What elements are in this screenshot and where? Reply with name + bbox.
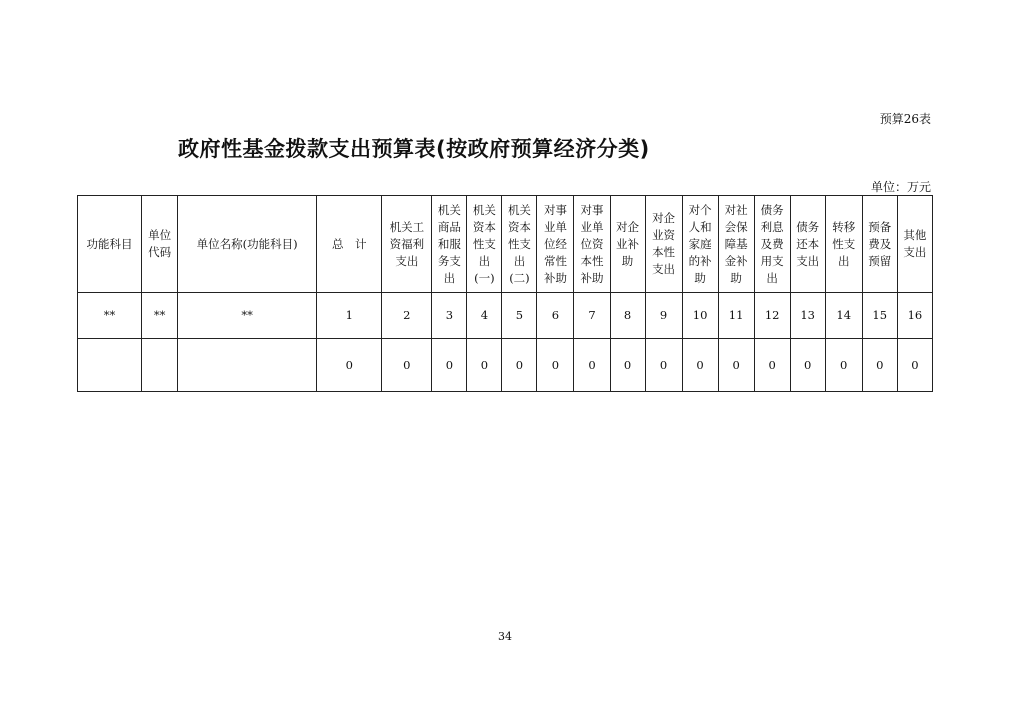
table-cell: 15 — [862, 293, 897, 339]
table-cell: 3 — [432, 293, 467, 339]
table-cell: 11 — [718, 293, 754, 339]
form-code: 预算26表 — [879, 112, 931, 126]
table-cell: 2 — [382, 293, 432, 339]
page-number: 34 — [498, 630, 512, 643]
table-cell: 0 — [537, 339, 574, 392]
table-cell: 7 — [574, 293, 610, 339]
table-cell: 0 — [790, 339, 825, 392]
table-cell — [78, 339, 142, 392]
table-cell: 0 — [467, 339, 502, 392]
table-cell: 0 — [574, 339, 610, 392]
col-header: 机关 资本 性支 出 (二) — [502, 196, 537, 293]
table-cell: ** — [178, 293, 317, 339]
table-cell: 0 — [754, 339, 790, 392]
table-cell: 0 — [610, 339, 645, 392]
col-header: 对企 业补 助 — [610, 196, 645, 293]
table-cell: 0 — [897, 339, 932, 392]
table-cell: 13 — [790, 293, 825, 339]
unit-label: 单位：万元 — [870, 180, 931, 194]
table-cell: 14 — [825, 293, 862, 339]
table-row — [78, 339, 933, 392]
col-header: 机关 资本 性支 出 (一) — [467, 196, 502, 293]
table-cell: 0 — [825, 339, 862, 392]
table-row — [78, 293, 933, 339]
col-header: 对事 业单 位经 常性 补助 — [537, 196, 574, 293]
table-cell: 0 — [862, 339, 897, 392]
table-cell: 0 — [718, 339, 754, 392]
table-cell: 0 — [645, 339, 682, 392]
col-header: 债务 还本 支出 — [790, 196, 825, 293]
table-cell: 0 — [682, 339, 718, 392]
table-cell: 4 — [467, 293, 502, 339]
budget-table — [77, 195, 933, 392]
table-cell: 10 — [682, 293, 718, 339]
col-header: 对个 人和 家庭 的补 助 — [682, 196, 718, 293]
table-cell: 12 — [754, 293, 790, 339]
col-header: 总 计 — [317, 196, 382, 293]
table-cell — [178, 339, 317, 392]
col-header: 预备 费及 预留 — [862, 196, 897, 293]
table-cell: 8 — [610, 293, 645, 339]
table-cell: 0 — [317, 339, 382, 392]
table-cell: 0 — [502, 339, 537, 392]
header-row — [78, 196, 933, 293]
col-header: 单位 代码 — [142, 196, 178, 293]
table-cell: 0 — [382, 339, 432, 392]
col-header: 功能科目 — [78, 196, 142, 293]
table-cell: ** — [142, 293, 178, 339]
col-header: 对企 业资 本性 支出 — [645, 196, 682, 293]
col-header: 债务 利息 及费 用支 出 — [754, 196, 790, 293]
table-cell: 0 — [432, 339, 467, 392]
table-cell: 1 — [317, 293, 382, 339]
col-header: 机关 商品 和服 务支 出 — [432, 196, 467, 293]
table-cell: 16 — [897, 293, 932, 339]
col-header: 对事 业单 位资 本性 补助 — [574, 196, 610, 293]
table-cell: 5 — [502, 293, 537, 339]
col-header: 对社 会保 障基 金补 助 — [718, 196, 754, 293]
table-cell: 6 — [537, 293, 574, 339]
col-header: 机关工 资福利 支出 — [382, 196, 432, 293]
table-cell — [142, 339, 178, 392]
table-cell: 9 — [645, 293, 682, 339]
table-cell: ** — [78, 293, 142, 339]
col-header: 其他 支出 — [897, 196, 932, 293]
col-header: 单位名称(功能科目) — [178, 196, 317, 293]
page-title: 政府性基金拨款支出预算表(按政府预算经济分类) — [178, 137, 650, 161]
col-header: 转移 性支 出 — [825, 196, 862, 293]
